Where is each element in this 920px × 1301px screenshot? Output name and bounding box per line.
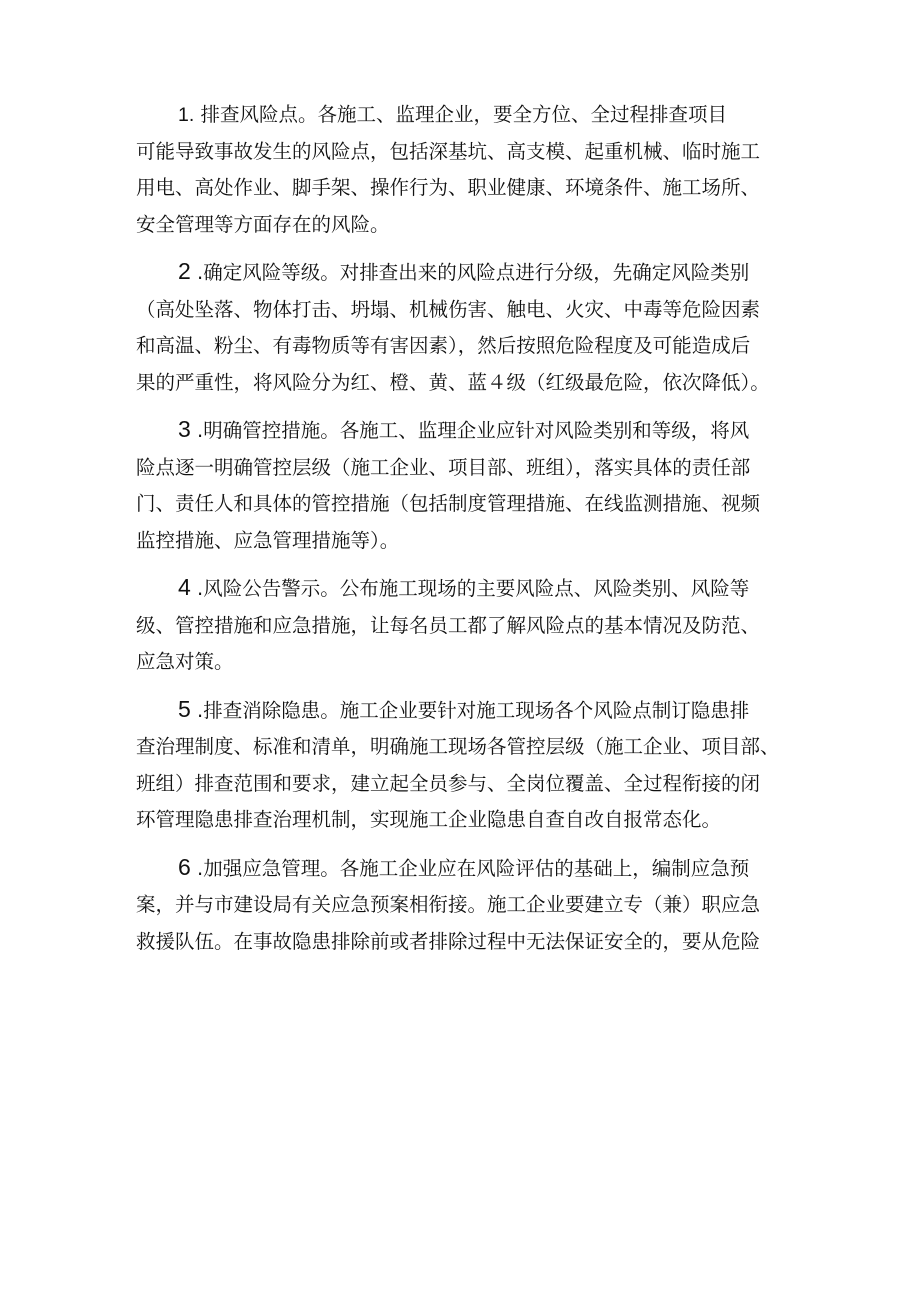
paragraph-4 (136, 569, 792, 681)
paragraph-line: 果的严重性，将风险分为红、橙、黄、蓝４级（红级最危险，依次降低）。 (136, 370, 770, 394)
paragraph-number: 3 (178, 416, 191, 442)
paragraph-5 (136, 691, 792, 839)
paragraph-line: 案，并与市建设局有关应急预案相衔接。施工企业要建立专（兼）职应急 (136, 893, 761, 916)
paragraph-line: 监控措施、应急管理措施等）。 (136, 528, 400, 552)
paragraph-line: 2 .确定风险等级。对排查出来的风险点进行分级，先确定风险类别 (178, 258, 750, 284)
paragraph-line: 6 .加强应急管理。各施工企业应在风险评估的基础上，编制应急预 (178, 853, 750, 880)
paragraph-line: 级、管控措施和应急措施，让每名员工都了解风险点的基本情况及防范、 (136, 613, 761, 637)
paragraph-line: 1. 排查风险点。各施工、监理企业，要全方位、全过程排查项目 (178, 103, 727, 126)
paragraph-2 (136, 253, 792, 401)
paragraph-line: 环管理隐患排查治理机制，实现施工企业隐患自查自改自报常态化。 (136, 808, 722, 831)
paragraph-line: 安全管理等方面存在的风险。 (136, 212, 390, 236)
paragraph-line: 救援队伍。在事故隐患排除前或者排除过程中无法保证安全的，要从危险 (136, 929, 761, 953)
paragraph-line: 查治理制度、标准和清单，明确施工现场各管控层级（施工企业、项目部、 (136, 735, 780, 758)
paragraph-6 (136, 849, 792, 961)
paragraph-line: 3 .明确管控措施。各施工、监理企业应针对风险类别和等级，将风 (178, 416, 750, 442)
paragraph-line: 用电、高处作业、脚手架、操作行为、职业健康、环境条件、施工场所、 (136, 176, 761, 199)
paragraph-line: 门、责任人和具体的管控措施（包括制度管理措施、在线监测措施、视频 (136, 492, 761, 515)
paragraph-line: 5 .排查消除隐患。施工企业要针对施工现场各个风险点制订隐患排 (178, 695, 750, 722)
paragraph-line: 可能导致事故发生的风险点，包括深基坑、高支模、起重机械、临时施工 (136, 139, 761, 163)
paragraph-number: 4 (178, 574, 191, 600)
paragraph-line: 4 .风险公告警示。公布施工现场的主要风险点、风险类别、风险等 (178, 574, 750, 600)
paragraph-line: 和高温、粉尘、有毒物质等有害因素），然后按照危险程度及可能造成后 (136, 334, 751, 357)
document-body (136, 97, 792, 970)
paragraph-number: 6 (178, 853, 191, 880)
paragraph-number: 2 (178, 258, 191, 284)
paragraph-line: 险点逐一明确管控层级（施工企业、项目部、班组），落实具体的责任部 (136, 455, 751, 479)
paragraph-line: （高处坠落、物体打击、坍塌、机械伤害、触电、火灾、中毒等危险因素 (136, 297, 761, 321)
paragraph-1 (136, 97, 792, 243)
paragraph-number: 1. (178, 104, 195, 126)
paragraph-3 (136, 411, 792, 559)
paragraph-number: 5 (178, 695, 191, 722)
paragraph-line: 应急对策。 (136, 650, 234, 673)
paragraph-line: 班组）排查范围和要求，建立起全员参与、全岗位覆盖、全过程衔接的闭 (136, 771, 761, 795)
